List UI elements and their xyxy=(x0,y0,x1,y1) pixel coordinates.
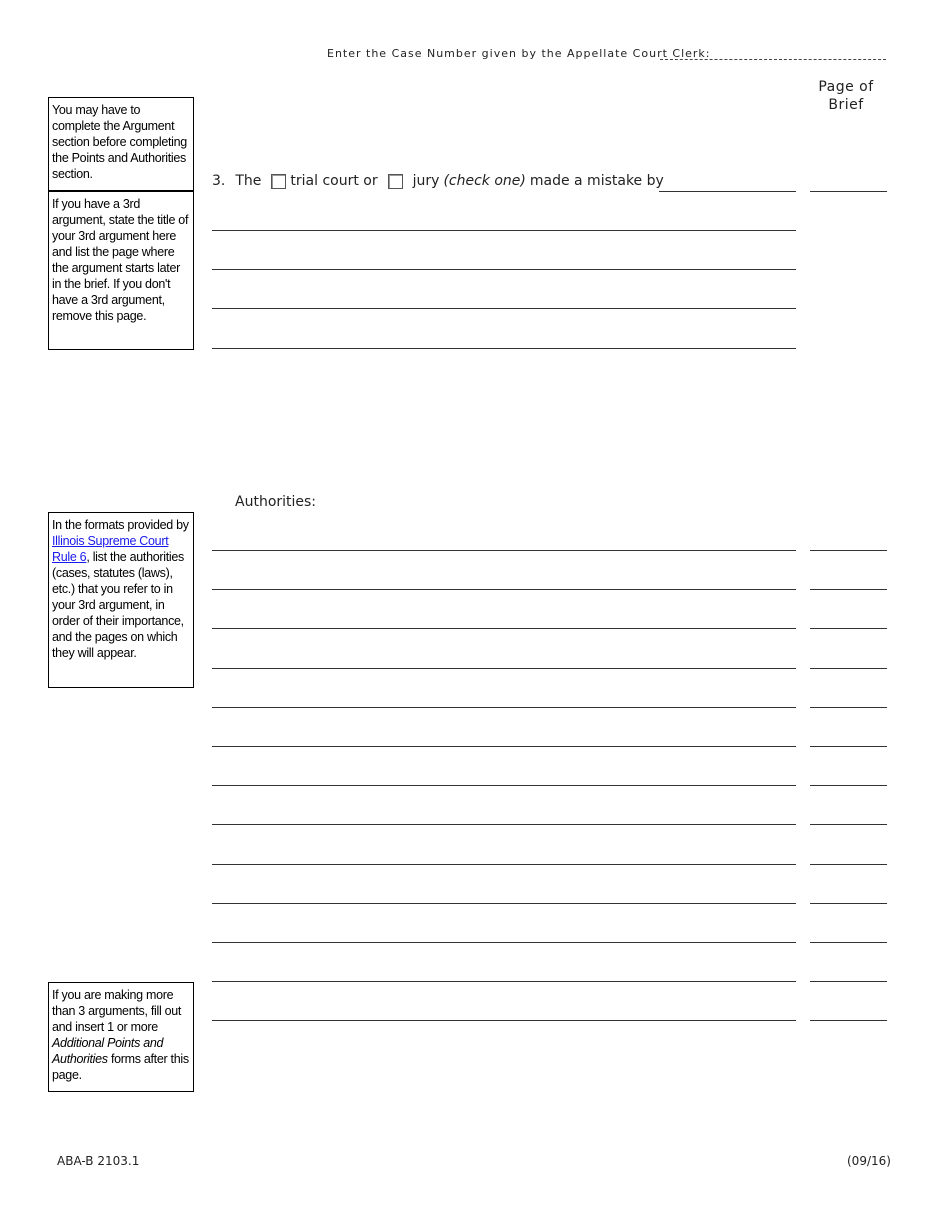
note-authorities xyxy=(48,512,194,688)
page-of-brief-line2: Brief xyxy=(828,97,864,113)
authority-page-line[interactable] xyxy=(810,981,887,982)
authority-page-line[interactable] xyxy=(810,824,887,825)
authority-line[interactable] xyxy=(212,942,796,943)
authority-page-line[interactable] xyxy=(810,550,887,551)
argument-title-line[interactable] xyxy=(212,230,796,231)
authority-line[interactable] xyxy=(212,589,796,590)
note-third-argument: If you have a 3rd argument, state the title of your 3rd argument here and list the page where the argument starts later in the brief. If you don't have a 3rd argument, remove this page. xyxy=(48,191,194,350)
note-authorities-post: , list the authorities (cases, statutes (laws), etc.) that you refer to in your 3rd argument, in order of their importance, and the pages on which they will appear. xyxy=(52,550,184,660)
case-number-label: Enter the Case Number given by the Appellate Court Clerk: xyxy=(327,47,711,60)
authority-line[interactable] xyxy=(212,824,796,825)
authority-line[interactable] xyxy=(212,550,796,551)
note-more-args-italic: Additional Points and Authorities xyxy=(52,1036,164,1066)
argument-title-line[interactable] xyxy=(659,191,796,192)
note-more-arguments xyxy=(48,982,194,1092)
argument-number: 3. xyxy=(212,173,226,189)
authority-line[interactable] xyxy=(212,628,796,629)
note-authorities-pre: In the formats provided by xyxy=(52,518,189,532)
authority-page-line[interactable] xyxy=(810,1020,887,1021)
authority-line[interactable] xyxy=(212,1020,796,1021)
authority-line[interactable] xyxy=(212,785,796,786)
authority-page-line[interactable] xyxy=(810,746,887,747)
argument-title-line[interactable] xyxy=(212,348,796,349)
trial-court-checkbox[interactable] xyxy=(271,174,286,189)
form-id: ABA-B 2103.1 xyxy=(57,1154,140,1168)
authority-page-line[interactable] xyxy=(810,942,887,943)
authority-line[interactable] xyxy=(212,746,796,747)
argument-the: The xyxy=(235,173,262,189)
argument-title-line[interactable] xyxy=(212,269,796,270)
authority-page-line[interactable] xyxy=(810,903,887,904)
jury-checkbox[interactable] xyxy=(388,174,403,189)
argument-page-line[interactable] xyxy=(810,191,887,192)
authority-line[interactable] xyxy=(212,903,796,904)
authorities-label: Authorities: xyxy=(235,494,317,510)
authority-page-line[interactable] xyxy=(810,785,887,786)
authority-page-line[interactable] xyxy=(810,628,887,629)
argument-title-line[interactable] xyxy=(212,308,796,309)
authority-line[interactable] xyxy=(212,707,796,708)
authority-page-line[interactable] xyxy=(810,707,887,708)
page-of-brief-header xyxy=(806,78,886,114)
argument-title-row xyxy=(212,173,664,189)
case-number-field[interactable] xyxy=(660,59,886,60)
authority-page-line[interactable] xyxy=(810,668,887,669)
authority-line[interactable] xyxy=(212,981,796,982)
authority-page-line[interactable] xyxy=(810,589,887,590)
check-one-hint: (check one) xyxy=(443,173,526,189)
authority-line[interactable] xyxy=(212,668,796,669)
trial-court-label: trial court or xyxy=(290,173,378,189)
authority-line[interactable] xyxy=(212,864,796,865)
jury-label: jury xyxy=(412,173,440,189)
mistake-label: made a mistake by xyxy=(529,173,664,189)
note-more-args-pre: If you are making more than 3 arguments, fill out and insert 1 or more xyxy=(52,988,182,1034)
form-revision: (09/16) xyxy=(847,1154,891,1168)
authority-page-line[interactable] xyxy=(810,864,887,865)
note-more-args-post: forms after this page. xyxy=(52,1052,189,1082)
note-argument-first: You may have to complete the Argument section before completing the Points and Authorities section. xyxy=(48,97,194,191)
page-of-brief-line1: Page of xyxy=(818,79,874,95)
rule-6-link[interactable]: Illinois Supreme Court Rule 6 xyxy=(52,534,169,564)
